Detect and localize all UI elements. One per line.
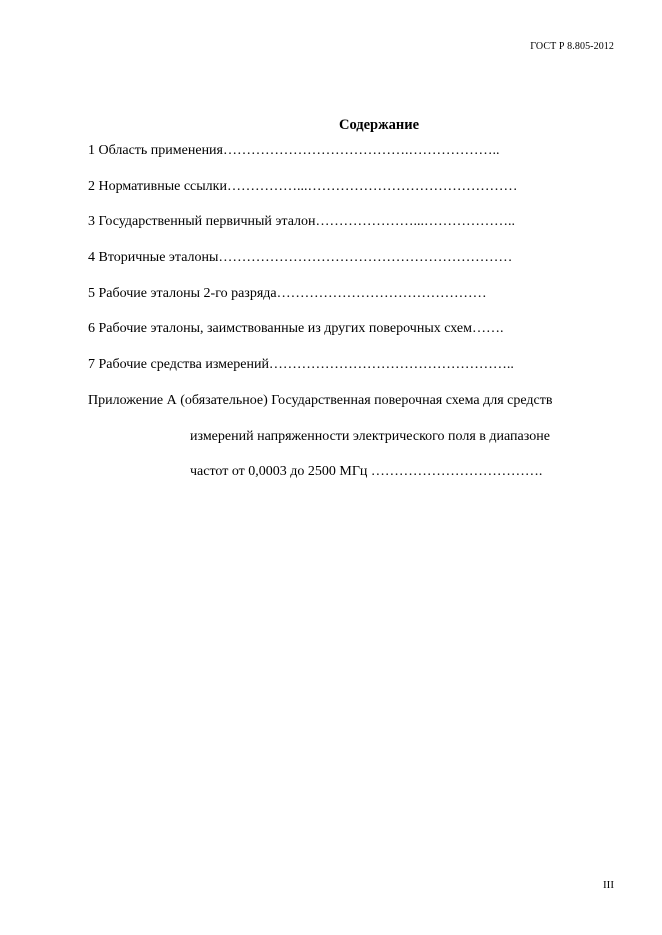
toc-item-scope[interactable]: 1 Область применения………………………………….……………….. [88,143,500,158]
toc-item-primary-standard[interactable]: 3 Государственный первичный эталон…………………...……………….. [88,214,516,229]
toc-title: Содержание [338,117,420,133]
document-code: ГОСТ Р 8.805-2012 [530,41,614,52]
toc-item-appendix-a-cont-2: частот от 0,0003 до 2500 МГц ………………………………. [190,464,543,479]
toc-item-working-instruments[interactable]: 7 Рабочие средства измерений…………………………………………….. [88,357,514,372]
toc-item-appendix-a-cont-1: измерений напряженности электрического поля в диапазоне [190,429,550,444]
toc-item-appendix-a[interactable]: Приложение А (обязательное) Государственная поверочная схема для средств [88,393,553,408]
toc-item-secondary-standards[interactable]: 4 Вторичные эталоны……………………………………………………… [88,250,513,265]
page-number: III [603,879,614,891]
toc-item-borrowed-standards[interactable]: 6 Рабочие эталоны, заимствованные из других поверочных схем……. [88,321,504,336]
toc-item-normative-references[interactable]: 2 Нормативные ссылки……………...……………………………………… [88,179,518,194]
toc-item-working-standards[interactable]: 5 Рабочие эталоны 2-го разряда……………………………………… [88,286,487,301]
